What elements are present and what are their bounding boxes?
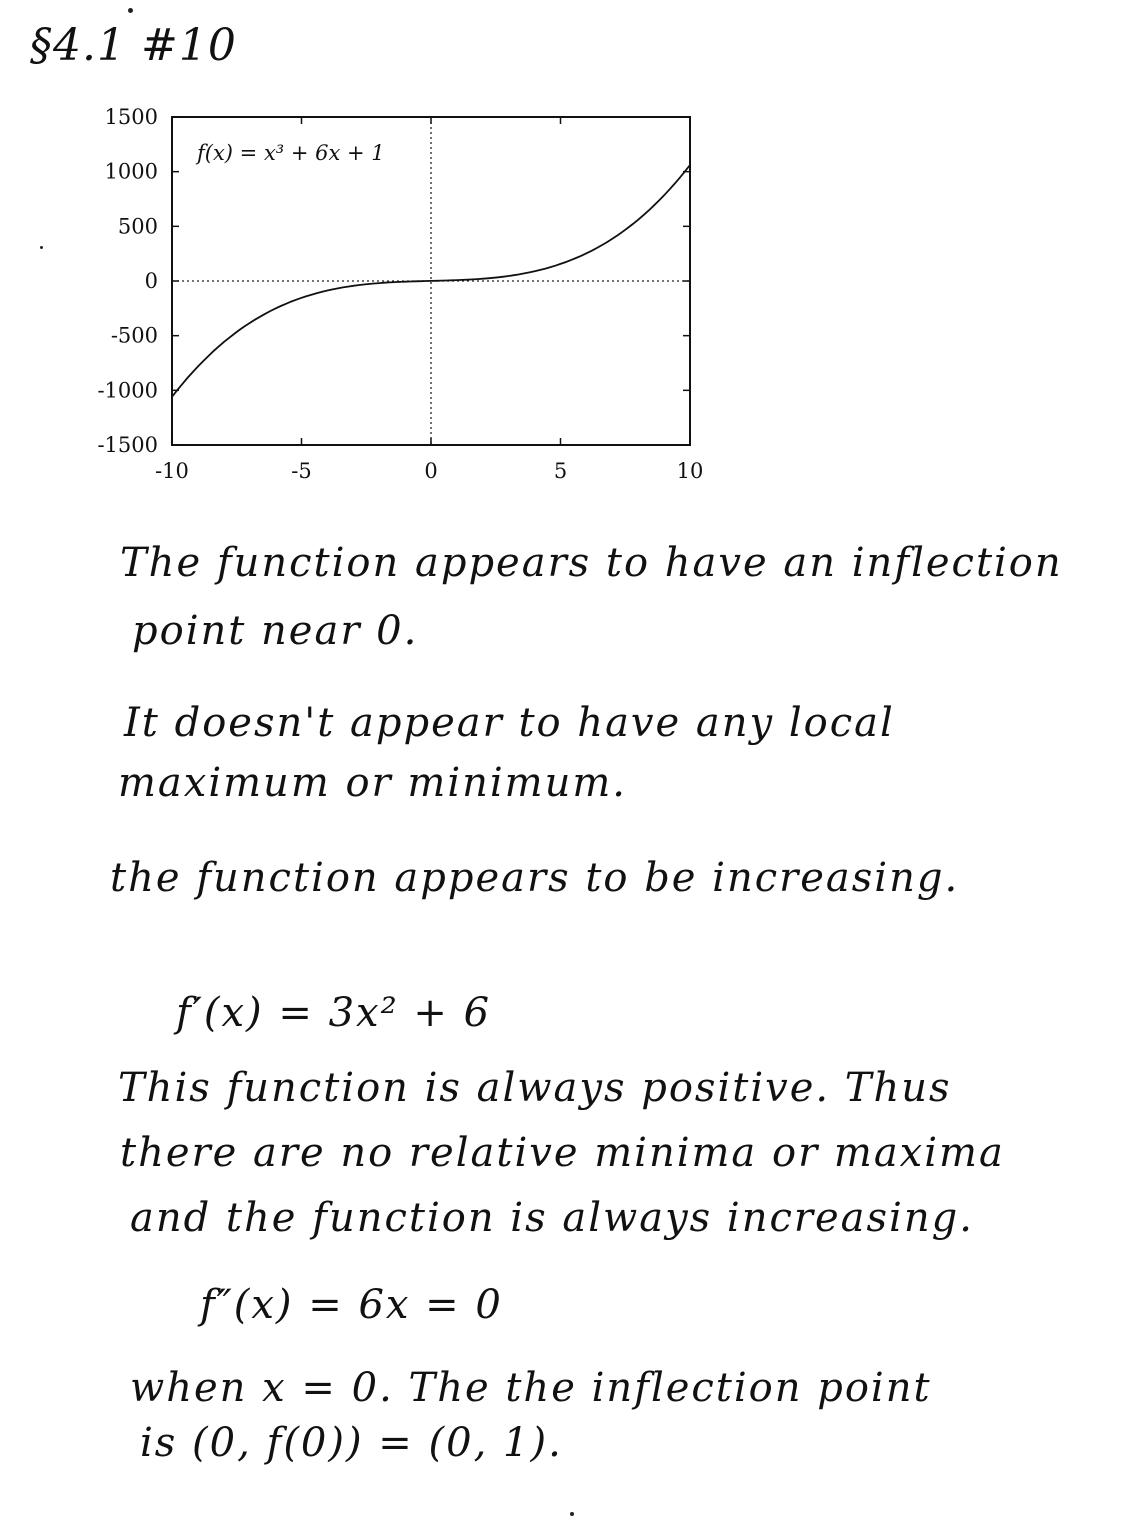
section-title: §4.1 #10 [30,20,237,71]
note-extrema-line2: maximum or minimum. [118,760,627,806]
y-tick-label: 1500 [104,105,158,129]
note-positive-line3: and the function is always increasing. [130,1195,974,1241]
function-plot [90,100,730,500]
y-tick-label: 0 [144,269,158,293]
scan-speck [570,1512,574,1516]
first-derivative: f′(x) = 3x² + 6 [176,990,492,1036]
second-derivative: f″(x) = 6x = 0 [200,1282,503,1328]
note-increasing: the function appears to be increasing. [110,855,960,901]
x-tick-label: 10 [676,459,704,483]
y-tick-label: 500 [117,214,158,239]
note-positive-line2: there are no relative minima or maxima [120,1130,1005,1176]
note-inflection-line1: The function appears to have an inflection [120,540,1063,586]
note-inflection-line2: point near 0. [132,608,419,654]
x-tick-label: -5 [291,459,312,483]
x-tick-label: -10 [155,459,189,483]
note-inflection-point-line2: is (0, f(0)) = (0, 1). [140,1420,563,1466]
function-label: f(x) = x³ + 6x + 1 [197,141,385,165]
x-tick-label: 5 [553,459,568,483]
note-extrema-line1: It doesn't appear to have any local [124,700,895,746]
note-positive-line1: This function is always positive. Thus [118,1065,952,1111]
y-tick-label: -1500 [97,433,158,457]
y-tick-label: -1000 [97,378,158,403]
x-tick-label: 0 [424,459,438,483]
note-inflection-point-line1: when x = 0. The the inflection point [130,1365,932,1411]
scan-speck [40,246,43,249]
scan-speck [128,8,133,13]
y-tick-label: 1000 [104,159,158,184]
y-tick-label: -500 [110,323,158,348]
